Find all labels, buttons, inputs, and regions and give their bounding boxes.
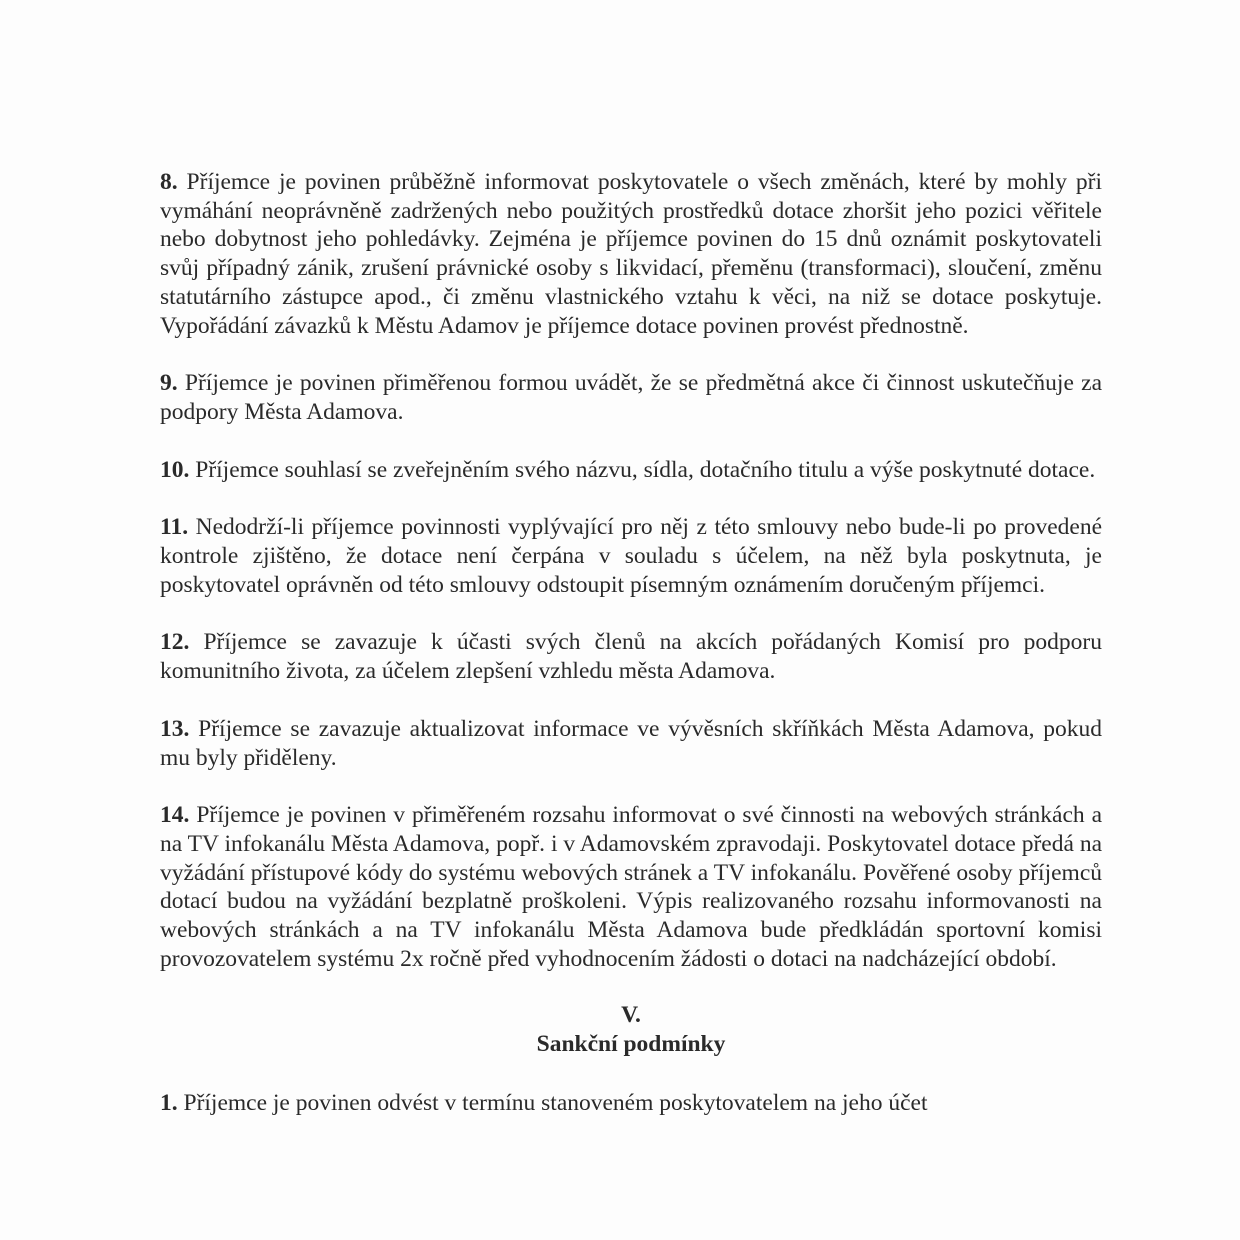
clause-text: Příjemce se zavazuje k účasti svých členů na akcích pořádaných Komisí pro podporu komunitního života, za účelem zlepšení vzhledu města Adamova. — [160, 629, 1102, 685]
section-header — [160, 1001, 1102, 1058]
clause-10 — [160, 456, 1102, 485]
clause-text: Příjemce souhlasí se zveřejněním svého názvu, sídla, dotačního titulu a výše poskytnuté dotace. — [195, 456, 1096, 483]
section-clause-1 — [160, 1089, 1102, 1121]
clause-text: Příjemce se zavazuje aktualizovat informace ve vývěsních skříňkách Města Adamova, pokud mu byly přiděleny. — [160, 715, 1102, 771]
clause-12 — [160, 628, 1102, 685]
clause-text: Příjemce je povinen v přiměřeném rozsahu informovat o své činnosti na webových stránkách a na TV infokanálu Města Adamova, popř. i v Adamovském zpravodaji. Poskytovatel dotace předá na vyžádání přístupové kódy do systému webových stránek a TV infokanálu. Pověřené osoby příjemců dotací budou na vyžádání bezplatně proškoleni. Výpis realizovaného rozsahu informovanosti na webových stránkách a na TV infokanálu Města Adamova bude předkládán sportovní komisi provozovatelem systému 2x ročně před vyhodnocením žádosti o dotaci na nadcházející období. — [160, 802, 1103, 972]
clause-number: 13. — [160, 715, 190, 742]
clause-9 — [160, 369, 1102, 426]
clause-number: 10. — [160, 456, 190, 483]
clause-number: 12. — [160, 629, 190, 656]
clause-11 — [160, 513, 1102, 599]
clause-number: 11. — [160, 514, 189, 541]
clause-number: 8. — [160, 169, 178, 195]
section-number: V. — [621, 1002, 641, 1029]
clause-text: Příjemce je povinen odvést v termínu stanoveném poskytovatelem na jeho účet — [183, 1089, 928, 1116]
clause-8 — [160, 168, 1102, 340]
clause-number: 1. — [160, 1089, 178, 1116]
clause-text: Nedodrží-li příjemce povinnosti vyplývající pro něj z této smlouvy nebo bude-li po provedené kontrole zjištěno, že dotace není čerpána v souladu s účelem, na něž byla poskytnuta, je poskytovatel oprávněn od této smlouvy odstoupit písemným oznámením doručeným příjemci. — [160, 514, 1103, 598]
clause-14 — [160, 801, 1102, 973]
clause-text: Příjemce je povinen průběžně informovat poskytovatele o všech změnách, které by mohly při vymáhání neoprávněně zadržených nebo použitých prostředků dotace zhoršit jeho pozici věřitele nebo dobytnost jeho pohledávky. Zejména je příjemce povinen do 15 dnů oznámit poskytovateli svůj případný zánik, zrušení právnické osoby s likvidací, přeměnu (transformaci), sloučení, změnu statutárního zástupce apod., či změnu vlastnického vztahu k věci, na niž se dotace poskytuje. Vypořádání závazků k Městu Adamov je příjemce dotace povinen provést přednostně. — [160, 169, 1103, 339]
clause-number: 14. — [160, 802, 190, 829]
document-body — [160, 168, 1102, 1150]
section-title: Sankční podmínky — [536, 1031, 726, 1058]
clause-text: Příjemce je povinen přiměřenou formou uvádět, že se předmětná akce či činnost uskutečňuje za podpory Města Adamova. — [160, 370, 1103, 425]
clause-13 — [160, 715, 1102, 772]
clause-number: 9. — [160, 370, 178, 397]
